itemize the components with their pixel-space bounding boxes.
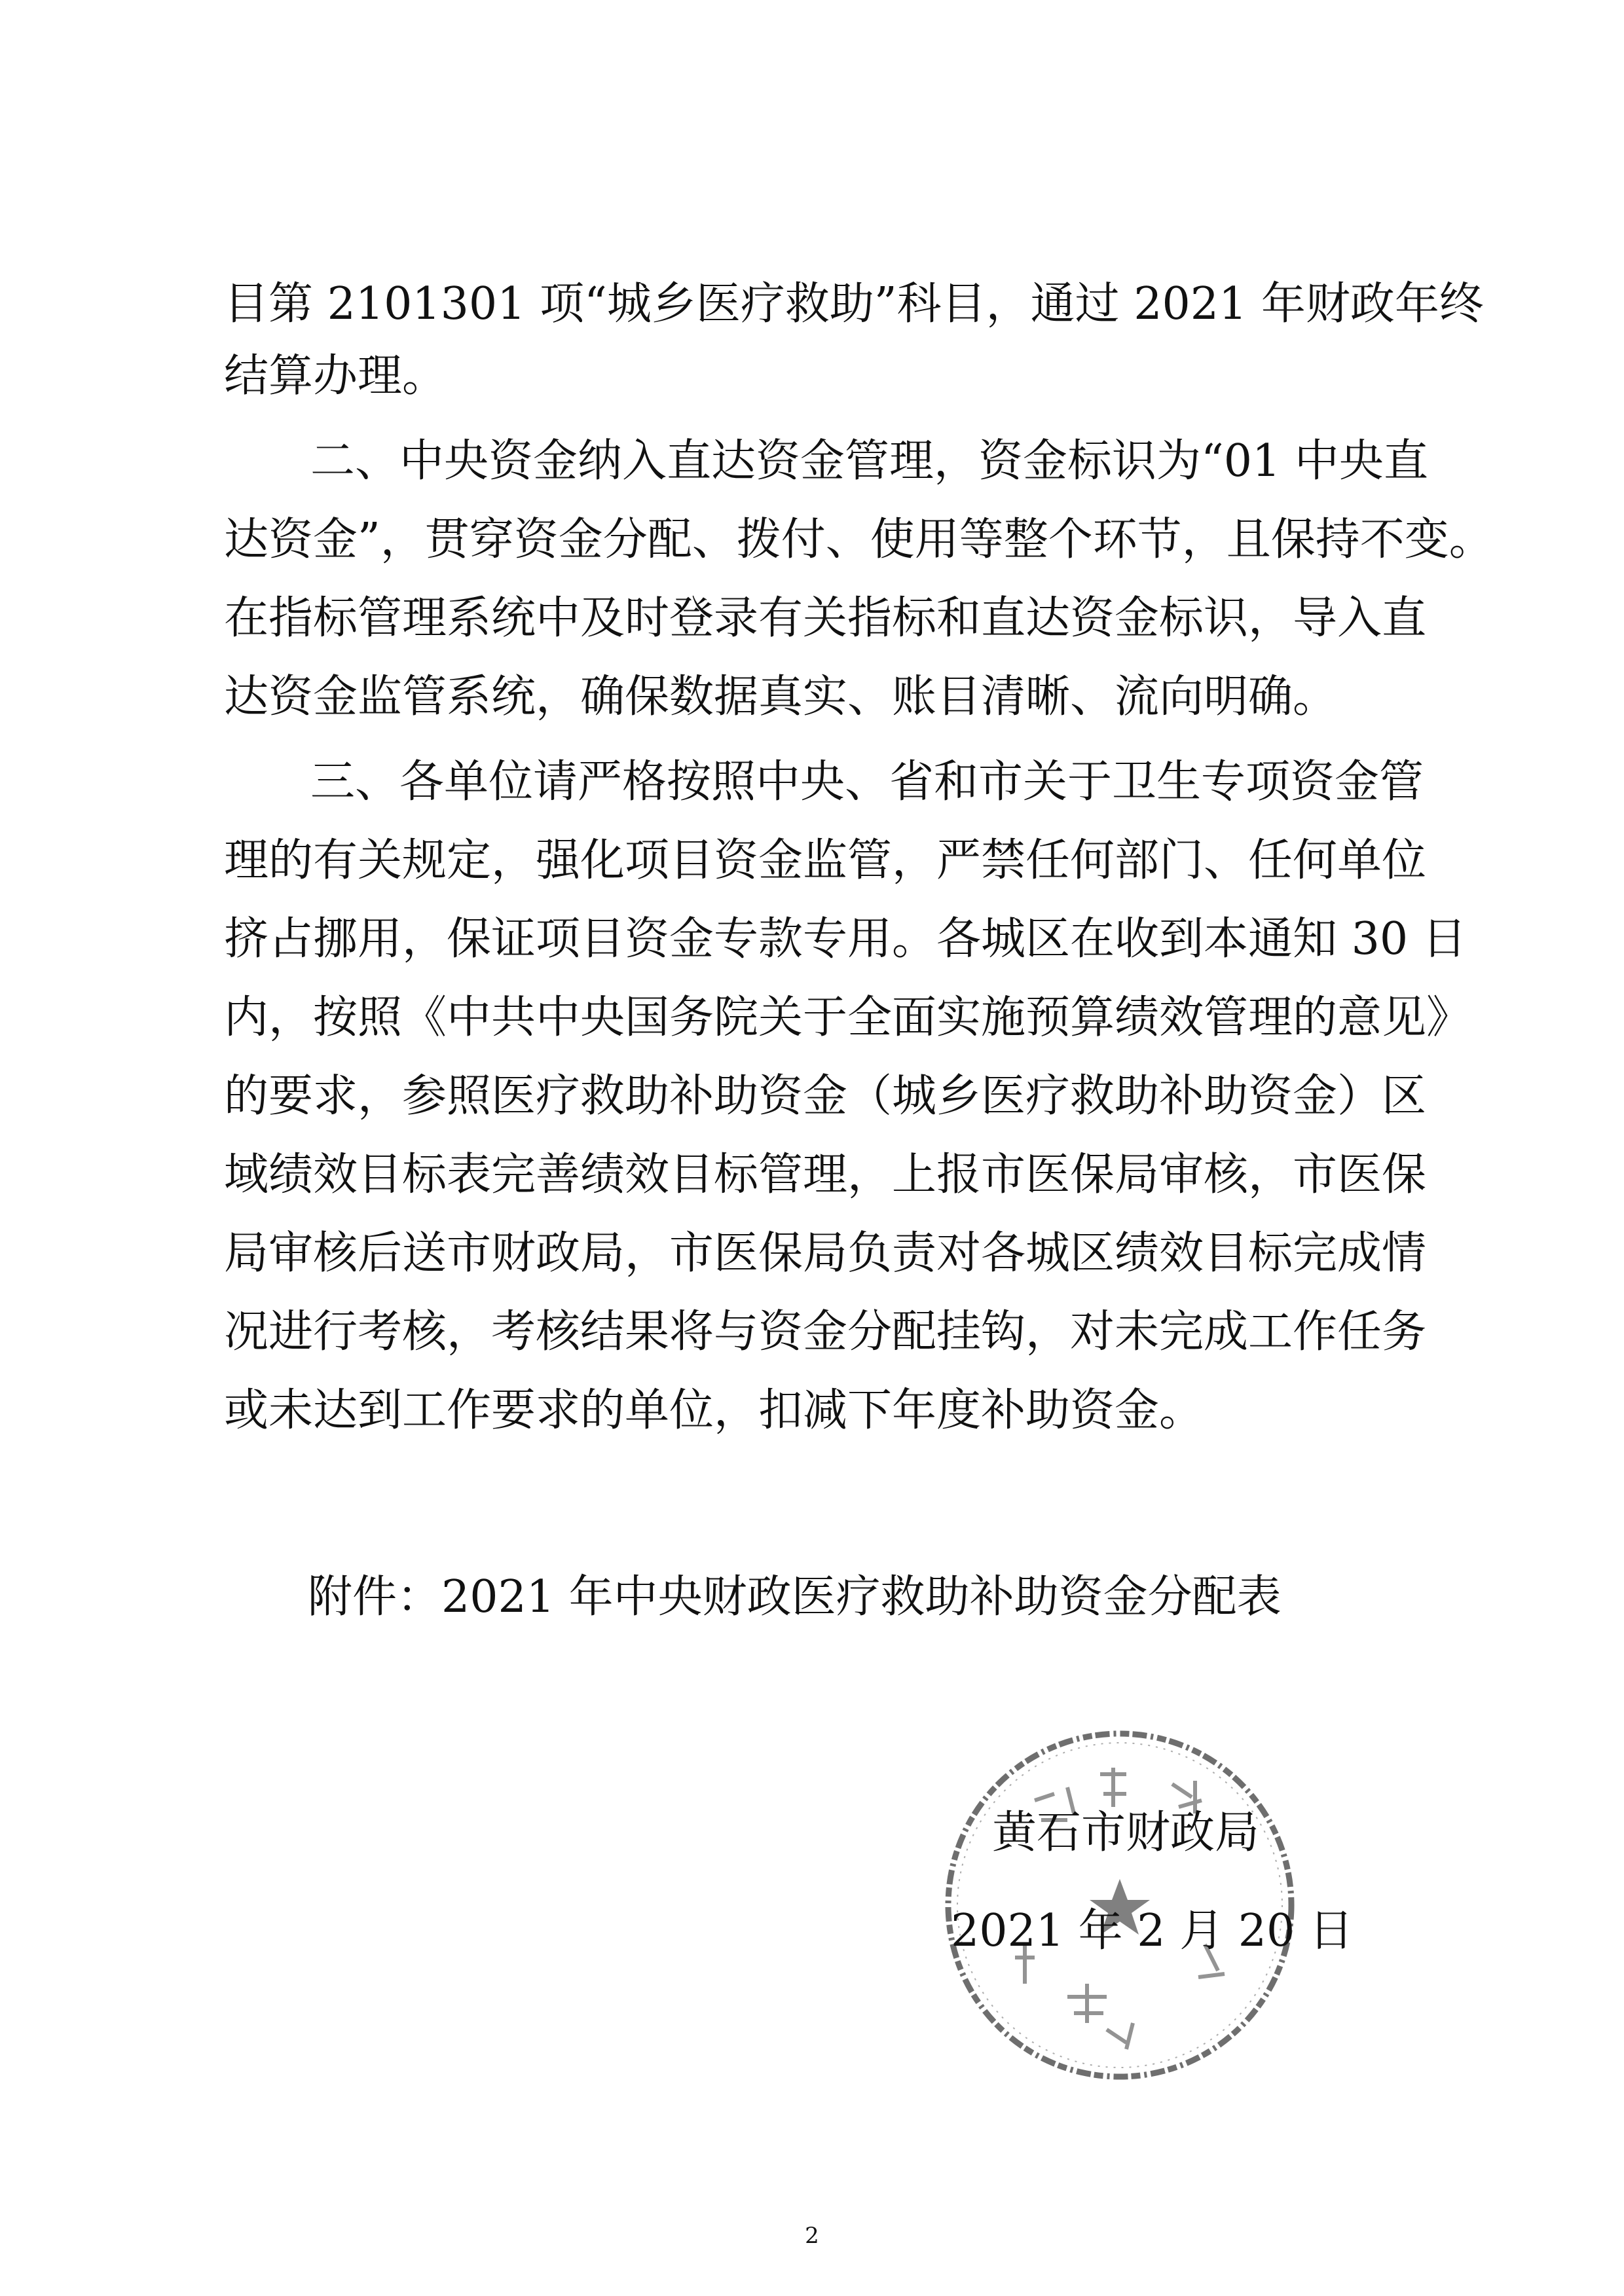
body-line: 三、各单位请严格按照中央、省和市关于卫生专项资金管 [310, 756, 1424, 808]
body-line: 在指标管理系统中及时登录有关指标和直达资金标识，导入直 [224, 592, 1427, 644]
body-line: 的要求，参照医疗救助补助资金（城乡医疗救助补助资金）区 [224, 1070, 1427, 1122]
body-line: 二、中央资金纳入直达资金管理，资金标识为“01 中央直 [310, 435, 1428, 487]
issue-date: 2021 年 2 月 20 日 [951, 1905, 1354, 1957]
body-line: 局审核后送市财政局，市医保局负责对各城区绩效目标完成情 [224, 1228, 1427, 1279]
body-line: 目第 2101301 项“城乡医疗救助”科目，通过 2021 年财政年终 [224, 278, 1484, 330]
body-line: 或未达到工作要求的单位，扣减下年度补助资金。 [224, 1385, 1204, 1436]
body-line: 内，按照《中共中央国务院关于全面实施预算绩效管理的意见》 [224, 992, 1471, 1044]
body-line: 理的有关规定，强化项目资金监管，严禁任何部门、任何单位 [224, 835, 1427, 886]
page-number: 2 [805, 2223, 819, 2249]
attachment-note: 附件：2021 年中央财政医疗救助补助资金分配表 [308, 1571, 1282, 1623]
body-line: 况进行考核，考核结果将与资金分配挂钩，对未完成工作任务 [224, 1306, 1427, 1358]
body-line: 域绩效目标表完善绩效目标管理，上报市医保局审核，市医保 [224, 1149, 1427, 1201]
body-line: 达资金”，贯穿资金分配、拨付、使用等整个环节，且保持不变。 [224, 514, 1494, 566]
issuer-name: 黄石市财政局 [992, 1807, 1260, 1859]
body-line: 挤占挪用，保证项目资金专款专用。各城区在收到本通知 30 日 [224, 913, 1467, 965]
body-line: 结算办理。 [224, 350, 447, 402]
body-line: 达资金监管系统，确保数据真实、账目清晰、流向明确。 [224, 671, 1338, 723]
